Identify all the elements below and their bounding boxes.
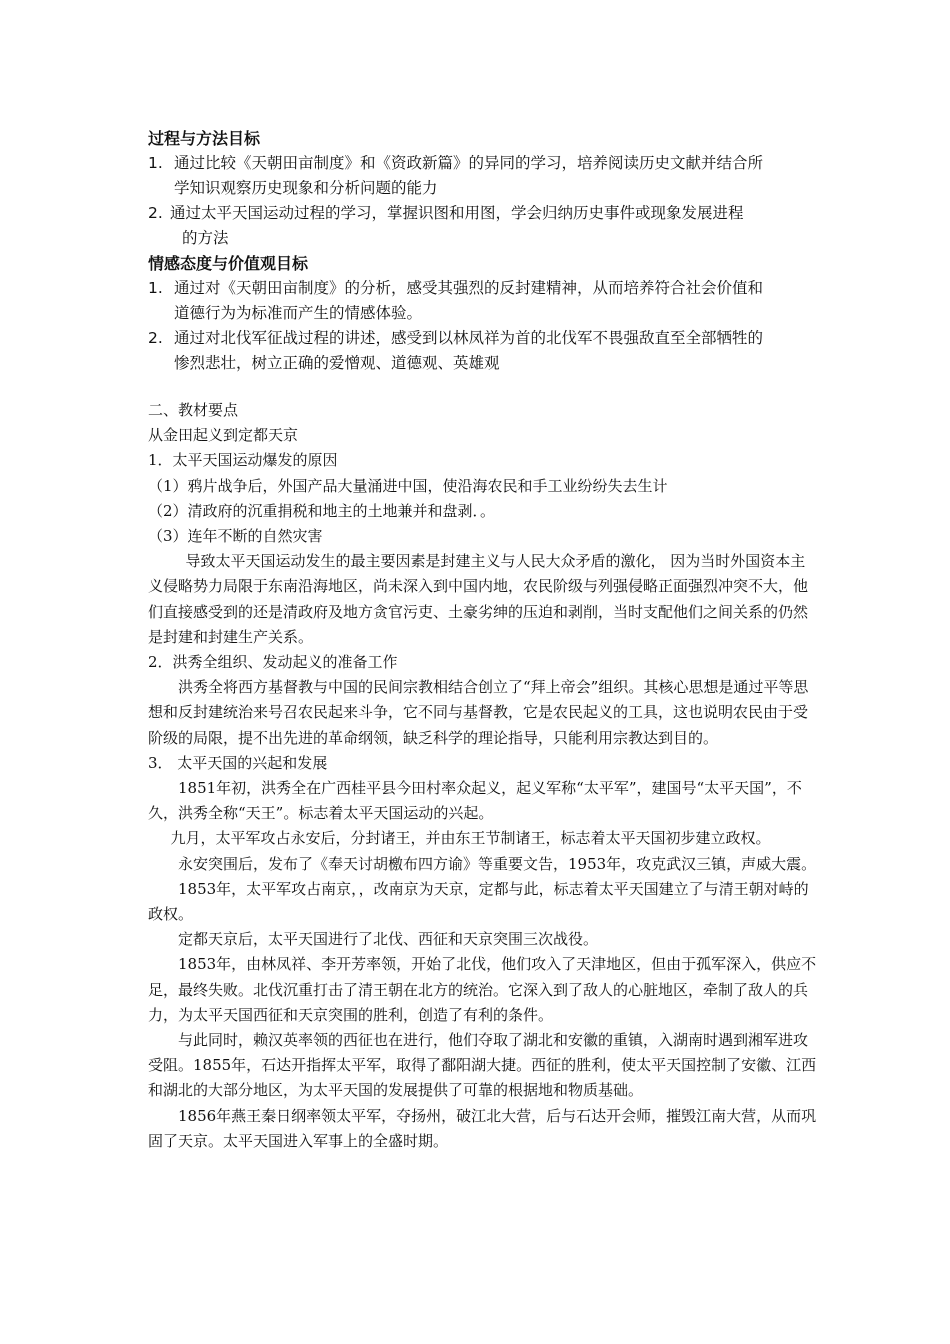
item-number: 1. <box>148 154 163 172</box>
process-goal-1 <box>148 151 828 176</box>
emotion-goal-1 <box>148 276 828 301</box>
point-2-body: 洪秀全将西方基督教与中国的民间宗教相结合创立了“拜上帝会”组织。其核心思想是通过平等思想和反封建统治来号召农民起来斗争，它不同与基督教，它是农民起义的工具，这也说明农民由于受阶级的局限，提不出先进的革命纲领，缺乏科学的理论指导，只能利用宗教达到目的。 <box>148 678 809 747</box>
section-heading: 二、教材要点 <box>148 401 239 419</box>
point-3-para-5: 定都天京后，太平天国进行了北伐、西征和天京突围三次战役。 <box>178 930 599 949</box>
point-1-body: 导致太平天国运动发生的最主要因素是封建主义与人民大众矛盾的激化， 因为当时外国资本主义侵略势力局限于东南沿海地区，尚未深入到中国内地，农民阶级与列强侵略正面强烈冲突不大，他们直接感受到的还是清政府及地方贪官污吏、土豪劣绅的压迫和剥削，当时支配他们之间关系的仍然是封建和封建生产关系。 <box>148 552 809 646</box>
point-2-title: 2．洪秀全组织、发动起义的准备工作 <box>148 653 398 672</box>
point-3-para-1: 1851年初，洪秀全在广西桂平县今田村率众起义，起义军称“太平军”，建国号“太平天国”，不久，洪秀全称“天王”。标志着太平天国运动的兴起。 <box>148 779 802 823</box>
item-text: 通过太平天国运动过程的学习，掌握识图和用图，学会归纳历史事件或现象发展进程 <box>170 204 744 222</box>
item-number: 2. <box>148 204 163 222</box>
emotion-goals-heading: 情感态度与价值观目标 <box>148 254 309 273</box>
item-continuation: 学知识观察历史现象和分析问题的能力 <box>174 179 438 197</box>
section-subheading: 从金田起义到定都天京 <box>148 426 299 445</box>
item-text: 通过对《天朝田亩制度》的分析，感受其强烈的反封建精神，从而培养符合社会价值和 <box>174 279 764 297</box>
point-3-title: 3． 太平天国的兴起和发展 <box>148 753 328 772</box>
item-continuation: 惨烈悲壮，树立正确的爱憎观、道德观、英雄观 <box>174 354 500 372</box>
point-3-para-2: 九月，太平军攻占永安后，分封诸王，并由东王节制诸王，标志着太平天国初步建立政权。 <box>170 829 771 848</box>
point-3-para-6: 1853年，由林凤祥、李开芳率领，开始了北伐，他们攻入了天津地区，但由于孤军深入，供应不足，最终失败。北伐沉重打击了清王朝在北方的统治。它深入到了敌人的心脏地区，牵制了敌人的兵力，为太平天国西征和天京突围的胜利，创造了有利的条件。 <box>148 955 817 1024</box>
item-number: 2. <box>148 329 163 347</box>
process-goals-heading: 过程与方法目标 <box>148 129 261 148</box>
item-number: 1. <box>148 279 163 297</box>
textbook-points <box>148 398 820 1154</box>
point-3-para-3: 永安突围后，发布了《奉天讨胡檄布四方谕》等重要文告，1953年，攻克武汉三镇，声威大震。 <box>178 854 817 873</box>
item-continuation: 道德行为为标准而产生的情感体验。 <box>174 304 423 322</box>
item-text: 通过比较《天朝田亩制度》和《资政新篇》的异同的学习，培养阅读历史文献并结合所 <box>174 154 764 172</box>
cause-item-2: （2）清政府的沉重捐税和地主的土地兼并和盘剥．。 <box>148 501 496 520</box>
point-3-para-7: 与此同时，赖汉英率领的西征也在进行，他们夺取了湖北和安徽的重镇，入湖南时遇到湘军进攻受阻。1855年，石达开指挥太平军，取得了鄱阳湖大捷。西征的胜利，使太平天国控制了安徽、江西和湖北的大部分地区，为太平天国的发展提供了可靠的根据地和物质基础。 <box>148 1031 817 1100</box>
point-1-title: 1．太平天国运动爆发的原因 <box>148 451 338 470</box>
process-goal-2 <box>148 201 828 226</box>
point-3-para-4: 1853年，太平军攻占南京，，改南京为天京，定都与此，标志着太平天国建立了与清王朝对峙的政权。 <box>148 879 809 924</box>
cause-item-1: （1）鸦片战争后，外国产品大量涌进中国，使沿海农民和手工业纷纷失去生计 <box>148 476 668 495</box>
objectives-block <box>148 126 828 376</box>
point-3-para-8: 1856年燕王秦日纲率领太平军，夺扬州，破江北大营，后与石达开会师，摧毁江南大营，从而巩固了天京。太平天国进入军事上的全盛时期。 <box>148 1106 817 1150</box>
emotion-goal-2 <box>148 326 828 351</box>
item-text: 通过对北伐军征战过程的讲述，感受到以林凤祥为首的北伐军不畏强敌直至全部牺牲的 <box>174 329 764 347</box>
cause-item-3: （3）连年不断的自然灾害 <box>148 527 323 546</box>
item-continuation: 的方法 <box>182 229 229 247</box>
